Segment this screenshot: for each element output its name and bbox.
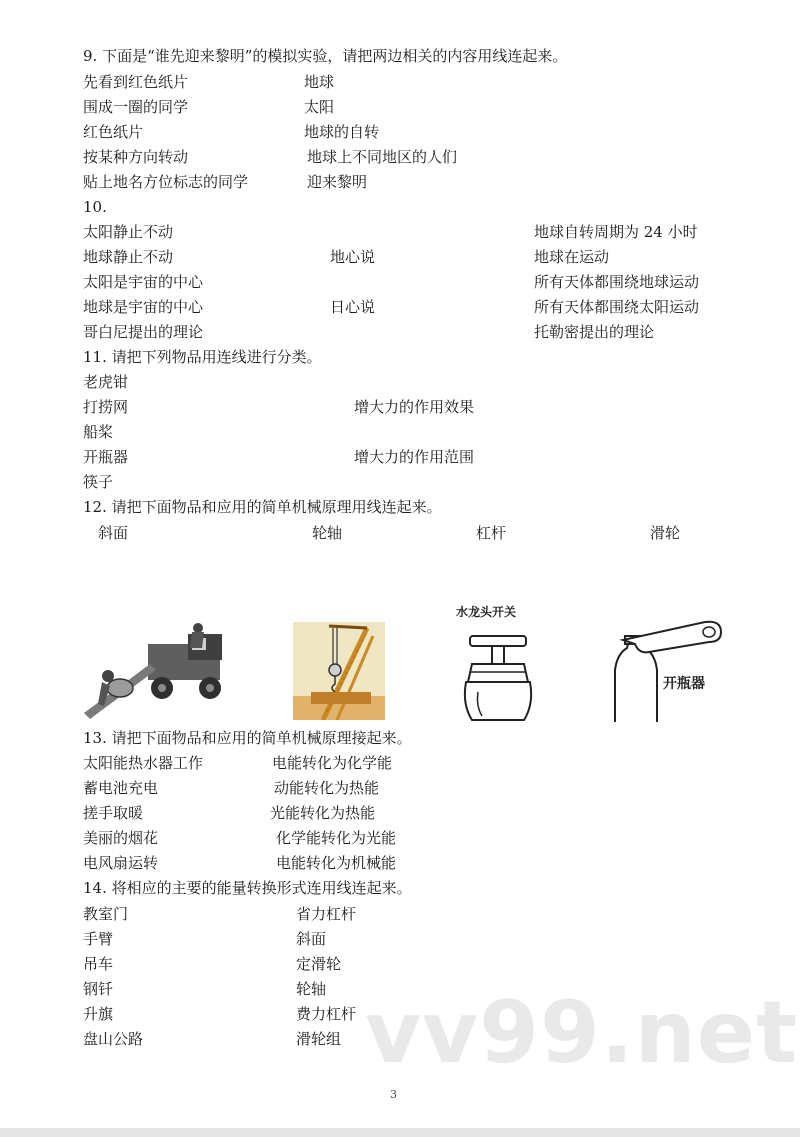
q14-left-item: 教室门: [83, 905, 129, 923]
q9-right-item: 地球: [304, 73, 335, 91]
q10-left-item: 哥白尼提出的理论: [83, 323, 204, 341]
q11-left-item: 打捞网: [83, 398, 129, 416]
q12-label: 杠杆: [476, 524, 507, 542]
pulley-crane-image: [293, 622, 385, 720]
q11-left-item: 船桨: [83, 423, 114, 441]
q11-title: 11. 请把下列物品用连线进行分类。: [83, 348, 322, 366]
q10-right-item: 所有天体都围绕太阳运动: [534, 298, 700, 316]
page-bottom-edge: [0, 1128, 800, 1137]
bottle-opener-caption: 开瓶器: [663, 676, 705, 692]
q13-left-item: 蓄电池充电: [83, 779, 159, 797]
q9-right-item: 太阳: [304, 98, 335, 116]
ramp-truck-image: [80, 618, 230, 723]
q14-left-item: 手臂: [83, 930, 114, 948]
q9-title: 9. 下面是“谁先迎来黎明”的模拟实验，请把两边相关的内容用线连起来。: [83, 47, 568, 65]
bottle-opener-image: [605, 618, 730, 722]
q13-right-item: 化学能转化为光能: [276, 829, 397, 847]
q10-title: 10.: [83, 198, 107, 216]
q10-left-item: 地球是宇宙的中心: [83, 298, 204, 316]
q14-right-item: 轮轴: [296, 980, 327, 998]
q13-left-item: 电风扇运转: [83, 854, 159, 872]
q10-right-item: 托勒密提出的理论: [534, 323, 655, 341]
q14-right-item: 定滑轮: [296, 955, 342, 973]
q12-label: 轮轴: [312, 524, 343, 542]
q12-label: 滑轮: [650, 524, 681, 542]
q14-title: 14. 将相应的主要的能量转换形式连用线连起来。: [83, 879, 412, 897]
tap-switch-image: [448, 600, 548, 722]
q10-right-item: 地球在运动: [534, 248, 610, 266]
q10-right-item: 所有天体都围绕地球运动: [534, 273, 700, 291]
q12-title: 12. 请把下面物品和应用的简单机械原理用线连起来。: [83, 498, 442, 516]
q11-left-item: 开瓶器: [83, 448, 129, 466]
q9-left-item: 红色纸片: [83, 123, 144, 141]
q13-title: 13. 请把下面物品和应用的简单机械原理接起来。: [83, 729, 412, 747]
q10-middle-item: 日心说: [330, 298, 376, 316]
q14-right-item: 斜面: [296, 930, 327, 948]
q11-left-item: 筷子: [83, 473, 114, 491]
q13-left-item: 太阳能热水器工作: [83, 754, 204, 772]
q9-left-item: 先看到红色纸片: [83, 73, 189, 91]
q9-right-item: 地球上不同地区的人们: [307, 148, 458, 166]
q13-right-item: 光能转化为热能: [270, 804, 376, 822]
q10-right-item: 地球自转周期为 24 小时: [534, 223, 698, 241]
q13-left-item: 美丽的烟花: [83, 829, 159, 847]
q9-left-item: 按某种方向转动: [83, 148, 189, 166]
q9-left-item: 贴上地名方位标志的同学: [83, 173, 249, 191]
q14-right-item: 费力杠杆: [296, 1005, 357, 1023]
q14-right-item: 省力杠杆: [296, 905, 357, 923]
q10-middle-item: 地心说: [330, 248, 376, 266]
watermark: vv99.net: [365, 983, 799, 1083]
q10-left-item: 太阳是宇宙的中心: [83, 273, 204, 291]
q13-right-item: 电能转化为化学能: [272, 754, 393, 772]
q14-left-item: 吊车: [83, 955, 114, 973]
q10-left-item: 太阳静止不动: [83, 223, 174, 241]
q11-left-item: 老虎钳: [83, 373, 129, 391]
q14-left-item: 盘山公路: [83, 1030, 144, 1048]
page-number: 3: [390, 1088, 397, 1101]
q14-right-item: 滑轮组: [296, 1030, 342, 1048]
q10-left-item: 地球静止不动: [83, 248, 174, 266]
q13-right-item: 动能转化为热能: [274, 779, 380, 797]
q11-right-item: 增大力的作用范围: [354, 448, 475, 466]
q11-right-item: 增大力的作用效果: [354, 398, 475, 416]
q9-right-item: 迎来黎明: [307, 173, 368, 191]
q14-left-item: 钢钎: [83, 980, 114, 998]
q14-left-item: 升旗: [83, 1005, 114, 1023]
q9-right-item: 地球的自转: [304, 123, 380, 141]
q13-left-item: 搓手取暖: [83, 804, 144, 822]
tap-switch-caption: 水龙头开关: [456, 605, 517, 619]
q9-left-item: 围成一圈的同学: [83, 98, 189, 116]
q12-label: 斜面: [98, 524, 129, 542]
q13-right-item: 电能转化为机械能: [276, 854, 397, 872]
